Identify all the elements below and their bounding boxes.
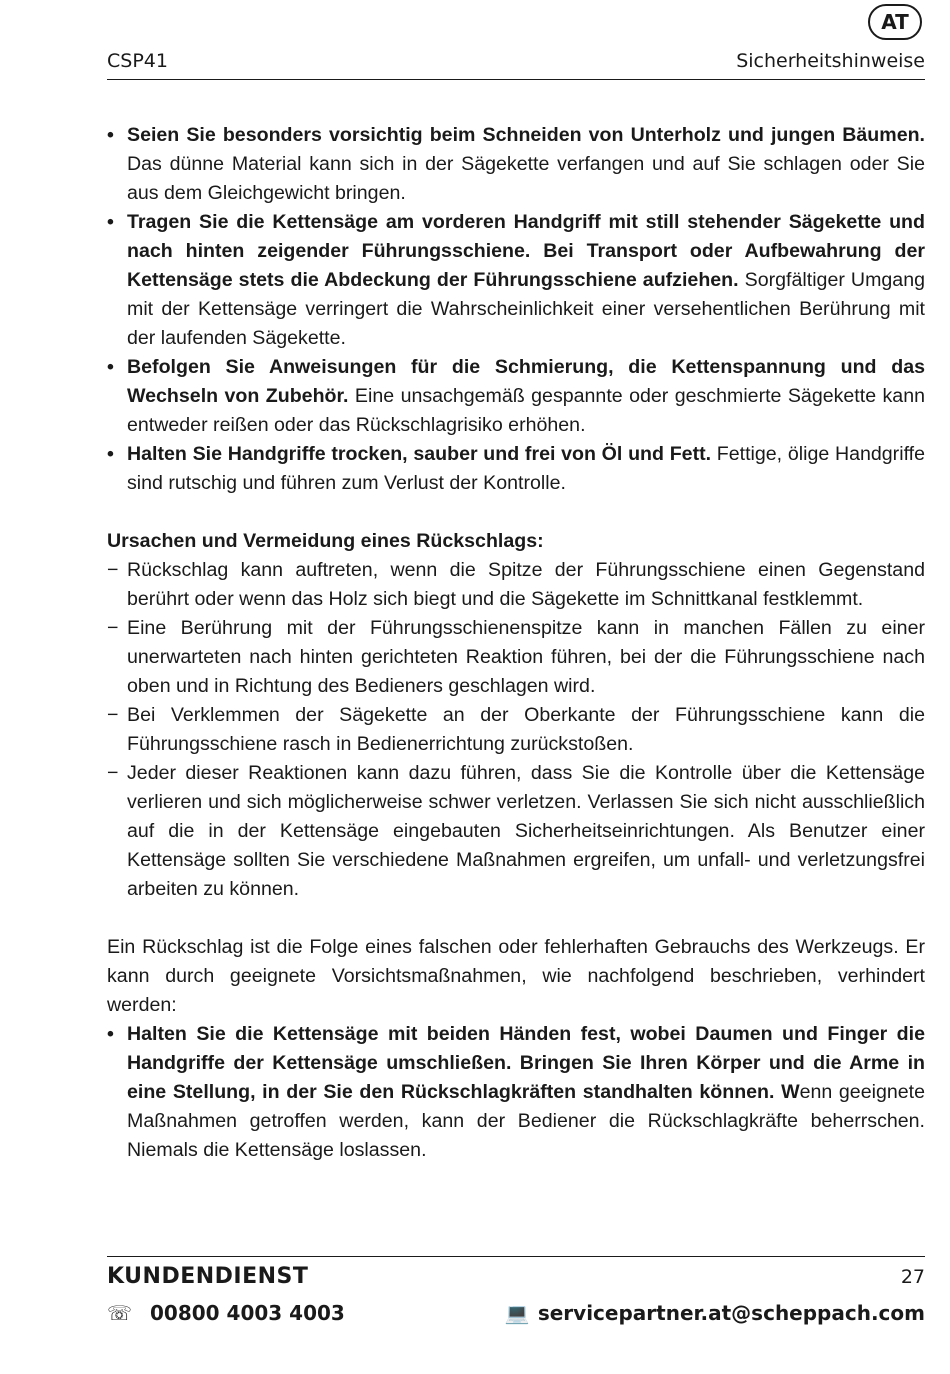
dash-item: − Bei Verklemmen der Sägekette an der Oberkante der Führungsschiene kann die Führungsschiene rasch in Bedienerrichtung zurückstoßen. bbox=[107, 701, 925, 759]
bullet-bold-text: Halten Sie Handgriffe trocken, sauber und frei von Öl und Fett. bbox=[127, 443, 712, 465]
safety-bullet-list bbox=[107, 121, 925, 498]
bullet-text: enn geeignete Maßnahmen getroffen werden, kann der Bediener die Rückschlagkräfte beherrschen. Niemals die Kettensäge loslassen. bbox=[127, 1081, 925, 1161]
bullet-bold-text: Befolgen Sie Anweisungen für die Schmierung, die Kettenspannung und das Wechseln von Zubehör. bbox=[127, 356, 925, 407]
bullet-item bbox=[107, 121, 925, 208]
section-title: Sicherheitshinweise bbox=[736, 50, 925, 72]
bullet-text: Sorgfältiger Umgang mit der Kettensäge verringert die Wahrscheinlichkeit einer versehentlichen Berührung mit der laufenden Sägekette. bbox=[127, 269, 925, 349]
footer-divider bbox=[107, 1256, 925, 1257]
telephone-icon: ☏ bbox=[107, 1301, 133, 1325]
bullet-bold-text: Seien Sie besonders vorsichtig beim Schneiden von Unterholz und jungen Bäumen. bbox=[127, 124, 925, 146]
bullet-item bbox=[107, 440, 925, 498]
bullet-bold-text: Halten Sie die Kettensäge mit beiden Händen fest, wobei Daumen und Finger die Handgriffe der Kettensäge umschließen. Bringen Sie Ihren Körper und die Arme in eine Stellung, in der Sie den Rückschlagkräften standhalten können. W bbox=[127, 1023, 925, 1103]
page-number: 27 bbox=[900, 1266, 925, 1288]
bullet-item bbox=[107, 1020, 925, 1165]
header-divider bbox=[107, 79, 925, 80]
bullet-bold-text: Tragen Sie die Kettensäge am vorderen Handgriff mit still stehender Sägekette und nach hinten zeigender Führungsschiene. Bei Transport oder Aufbewahrung der Kettensäge stets die Abdeckung der Führungsschiene aufziehen. bbox=[127, 211, 925, 291]
country-badge bbox=[868, 4, 922, 40]
footer-phone bbox=[107, 1301, 345, 1325]
computer-icon: 💻 bbox=[504, 1301, 530, 1325]
footer-email bbox=[505, 1301, 925, 1325]
prevention-bullet-list bbox=[107, 1020, 925, 1165]
dash-item: − Jeder dieser Reaktionen kann dazu führen, dass Sie die Kontrolle über die Kettensäge verlieren und sich möglicherweise schwer verletzen. Verlassen Sie sich nicht ausschließlich auf die in der Kettensäge eingebauten Sicherheitseinrichtungen. Als Benutzer einer Kettensäge sollten Sie verschiedene Maßnahmen ergreifen, um unfall- und verletzungsfrei arbeiten zu können. bbox=[107, 759, 925, 904]
kickback-dash-list bbox=[107, 556, 925, 904]
page-content bbox=[107, 121, 925, 1165]
bullet-text: Eine unsachgemäß gespannte oder geschmierte Sägekette kann entweder reißen oder das Rückschlagrisiko erhöhen. bbox=[127, 385, 925, 436]
phone-number: 00800 4003 4003 bbox=[150, 1301, 345, 1325]
dash-item: − Eine Berührung mit der Führungsschienenspitze kann in manchen Fällen zu einer unerwarteten nach hinten gerichteten Reaktion führen, bei der die Führungsschiene nach oben und in Richtung des Bedieners geschlagen wird. bbox=[107, 614, 925, 701]
bullet-item bbox=[107, 208, 925, 353]
model-name: CSP41 bbox=[107, 50, 168, 72]
email-address: servicepartner.at@scheppach.com bbox=[537, 1301, 925, 1325]
footer-title: KUNDENDIENST bbox=[107, 1264, 309, 1289]
bullet-text: Das dünne Material kann sich in der Sägekette verfangen und auf Sie schlagen oder Sie aus dem Gleichgewicht bringen. bbox=[127, 153, 925, 204]
kickback-heading: Ursachen und Vermeidung eines Rückschlags: bbox=[107, 530, 544, 552]
country-code: AT bbox=[881, 10, 909, 34]
kickback-paragraph: Ein Rückschlag ist die Folge eines falschen oder fehlerhaften Gebrauchs des Werkzeugs. Er kann durch geeignete Vorsichtsmaßnahmen, wie nachfolgend beschrieben, verhindert werden: bbox=[107, 936, 925, 1016]
dash-item: − Rückschlag kann auftreten, wenn die Spitze der Führungsschiene einen Gegenstand berührt oder wenn das Holz sich biegt und die Sägekette im Schnittkanal festklemmt. bbox=[107, 556, 925, 614]
bullet-item bbox=[107, 353, 925, 440]
bullet-text: Fettige, ölige Handgriffe sind rutschig und führen zum Verlust der Kontrolle. bbox=[127, 443, 925, 494]
